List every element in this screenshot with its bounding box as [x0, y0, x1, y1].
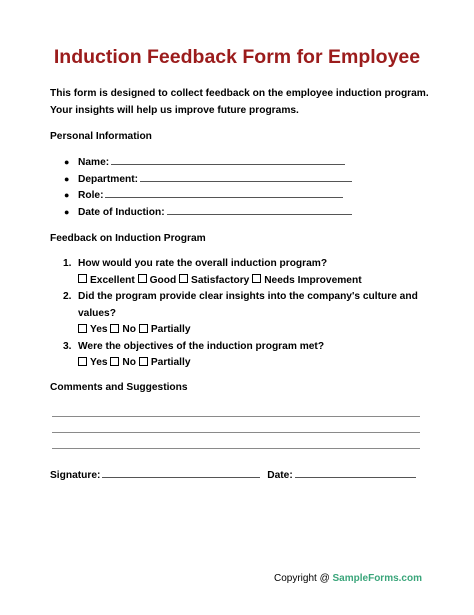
bullet-icon: ●	[64, 206, 70, 217]
bullet-icon: ●	[64, 190, 70, 200]
date-of-induction-blank-line[interactable]	[167, 204, 352, 215]
checkbox-icon[interactable]	[78, 274, 87, 283]
comment-line-3[interactable]	[52, 448, 420, 449]
question-text: How would you rate the overall induction program?	[78, 258, 328, 269]
checkbox-icon[interactable]	[110, 324, 119, 333]
bullet-icon: ●	[64, 157, 70, 167]
field-label: Name:	[78, 157, 110, 168]
question-text: Were the objectives of the induction program met?	[78, 340, 325, 352]
field-label: Date of Induction:	[78, 206, 165, 218]
personal-field-name	[64, 154, 352, 171]
brand-link[interactable]: SampleForms.com	[332, 573, 422, 584]
personal-field-role	[64, 187, 352, 204]
department-blank-line[interactable]	[140, 171, 352, 182]
field-label: Role:	[78, 190, 104, 201]
checkbox-icon[interactable]	[78, 324, 87, 333]
name-blank-line[interactable]	[111, 154, 345, 165]
field-label: Department:	[78, 173, 139, 185]
signature-row	[50, 467, 416, 481]
personal-field-date	[64, 204, 352, 221]
option-label: Yes	[90, 357, 108, 368]
option-label: Needs Improvement	[264, 274, 362, 286]
question-number: 1.	[63, 258, 72, 269]
checkbox-icon[interactable]	[138, 274, 147, 283]
personal-info-list	[64, 154, 352, 220]
option-label: Yes	[90, 324, 108, 335]
option-label: No	[122, 357, 137, 368]
question-3	[63, 339, 423, 372]
option-label: Partially	[150, 357, 191, 368]
checkbox-icon[interactable]	[139, 324, 148, 333]
checkbox-icon[interactable]	[252, 274, 261, 283]
question-text: Did the program provide clear insights into the company's culture and values?	[78, 291, 418, 319]
feedback-heading: Feedback on Induction Program	[50, 233, 206, 244]
comment-line-2[interactable]	[52, 432, 420, 433]
bullet-icon: ●	[64, 173, 70, 184]
checkbox-icon[interactable]	[179, 274, 188, 283]
question-3-options	[78, 355, 423, 372]
personal-field-department	[64, 171, 352, 188]
option-label: Excellent	[90, 274, 135, 286]
personal-info-heading: Personal Information	[50, 131, 152, 142]
question-2-options	[78, 322, 423, 339]
form-title: Induction Feedback Form for Employee	[53, 46, 421, 68]
intro-text: This form is designed to collect feedback on the employee induction program. Your insights will help us improve future programs.	[50, 88, 429, 116]
checkbox-icon[interactable]	[78, 357, 87, 366]
checkbox-icon[interactable]	[139, 357, 148, 366]
signature-blank-line[interactable]	[102, 467, 260, 478]
option-label: Satisfactory	[191, 274, 250, 286]
question-number: 2.	[63, 291, 72, 302]
question-1-options	[78, 273, 423, 290]
date-blank-line[interactable]	[295, 467, 416, 478]
date-label: Date:	[267, 470, 293, 481]
option-label: Good	[149, 274, 177, 286]
question-2	[63, 289, 423, 339]
question-1	[63, 256, 423, 289]
footer-copyright	[274, 573, 422, 584]
copyright-text: Copyright @	[274, 573, 330, 584]
comment-line-1[interactable]	[52, 416, 420, 417]
checkbox-icon[interactable]	[110, 357, 119, 366]
signature-label: Signature:	[50, 470, 101, 481]
role-blank-line[interactable]	[105, 187, 343, 198]
option-label: No	[122, 324, 137, 335]
option-label: Partially	[150, 324, 191, 335]
question-number: 3.	[63, 340, 72, 352]
question-list	[63, 256, 423, 372]
comments-heading: Comments and Suggestions	[50, 382, 188, 393]
